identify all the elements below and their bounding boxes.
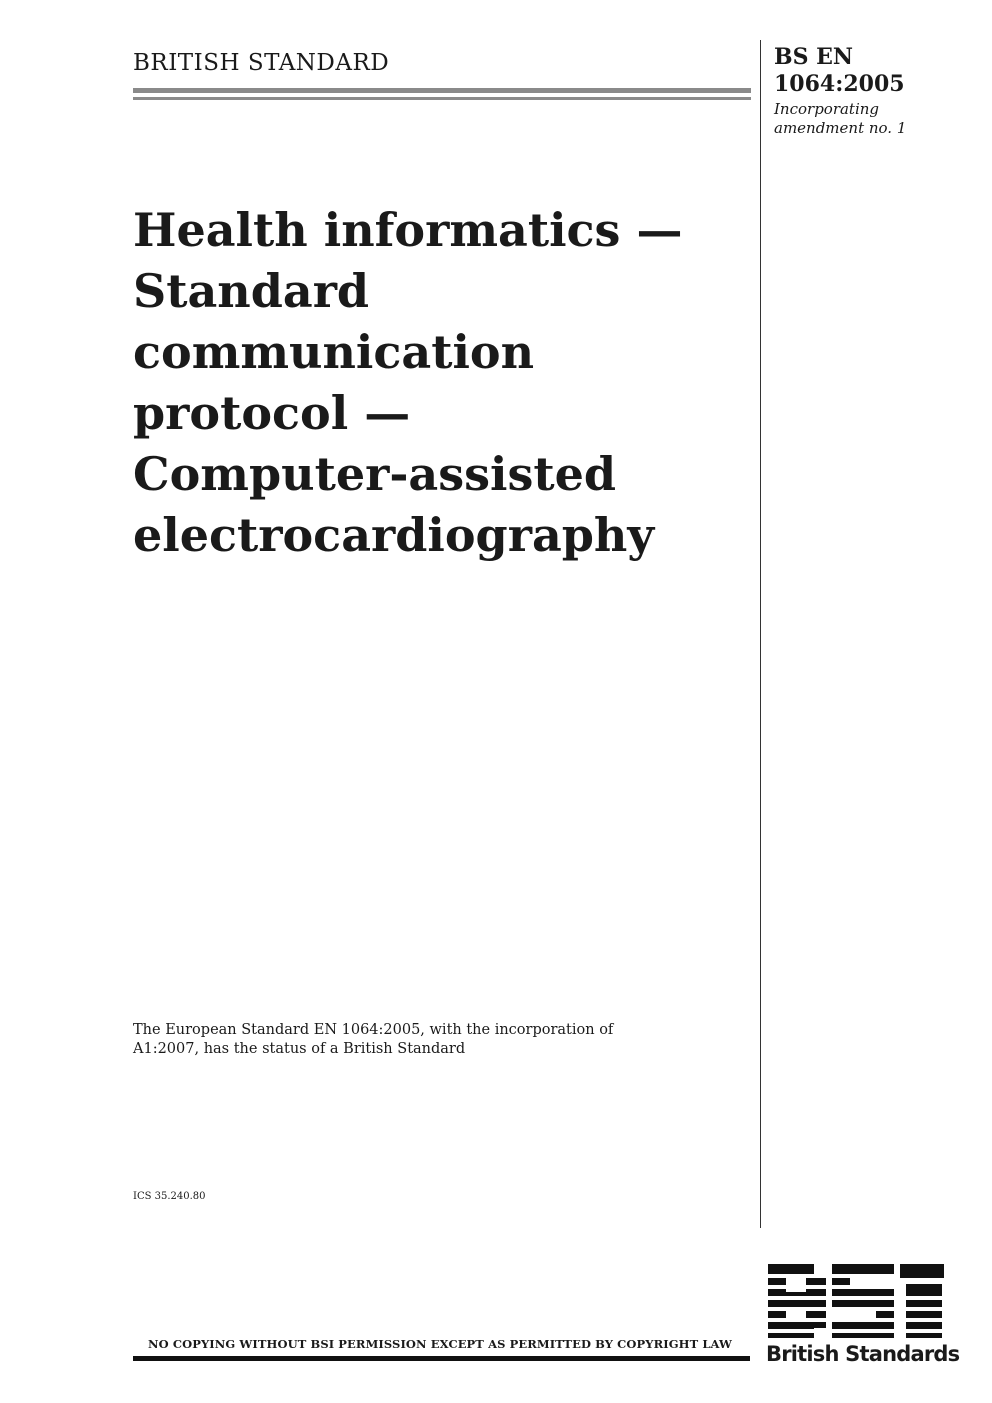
title-line: protocol — bbox=[133, 386, 411, 440]
document-type-label: BRITISH STANDARD bbox=[133, 50, 390, 76]
bsi-wordmark: British Standards bbox=[766, 1342, 960, 1366]
amendment-line-1: Incorporating bbox=[774, 100, 880, 118]
margin-divider bbox=[760, 40, 761, 1228]
standard-id-number: 1064:2005 bbox=[774, 71, 905, 97]
header-rule-bottom bbox=[133, 97, 751, 100]
ics-code: ICS 35.240.80 bbox=[133, 1191, 206, 1202]
status-line: The European Standard EN 1064:2005, with the incorporation of bbox=[133, 1022, 614, 1038]
title-line: Standard bbox=[133, 264, 370, 318]
amendment-line-2: amendment no. 1 bbox=[774, 119, 907, 137]
title-line: Health informatics — bbox=[133, 203, 683, 257]
document-title bbox=[133, 200, 753, 566]
title-line: communication bbox=[133, 325, 535, 379]
copyright-notice: NO COPYING WITHOUT BSI PERMISSION EXCEPT AS PERMITTED BY COPYRIGHT LAW bbox=[148, 1337, 733, 1351]
footer-rule bbox=[133, 1356, 750, 1361]
bsi-logo bbox=[766, 1262, 960, 1368]
title-line: Computer-assisted bbox=[133, 447, 617, 501]
header-rule-top bbox=[133, 88, 751, 93]
amendment-note bbox=[774, 100, 906, 138]
title-line: electrocardiography bbox=[133, 508, 655, 562]
bsi-logo-icon bbox=[766, 1262, 946, 1342]
status-statement bbox=[133, 1021, 613, 1059]
standard-identifier bbox=[774, 44, 905, 98]
standard-id-prefix: BS EN bbox=[774, 44, 854, 70]
status-line: A1:2007, has the status of a British Standard bbox=[133, 1041, 466, 1057]
